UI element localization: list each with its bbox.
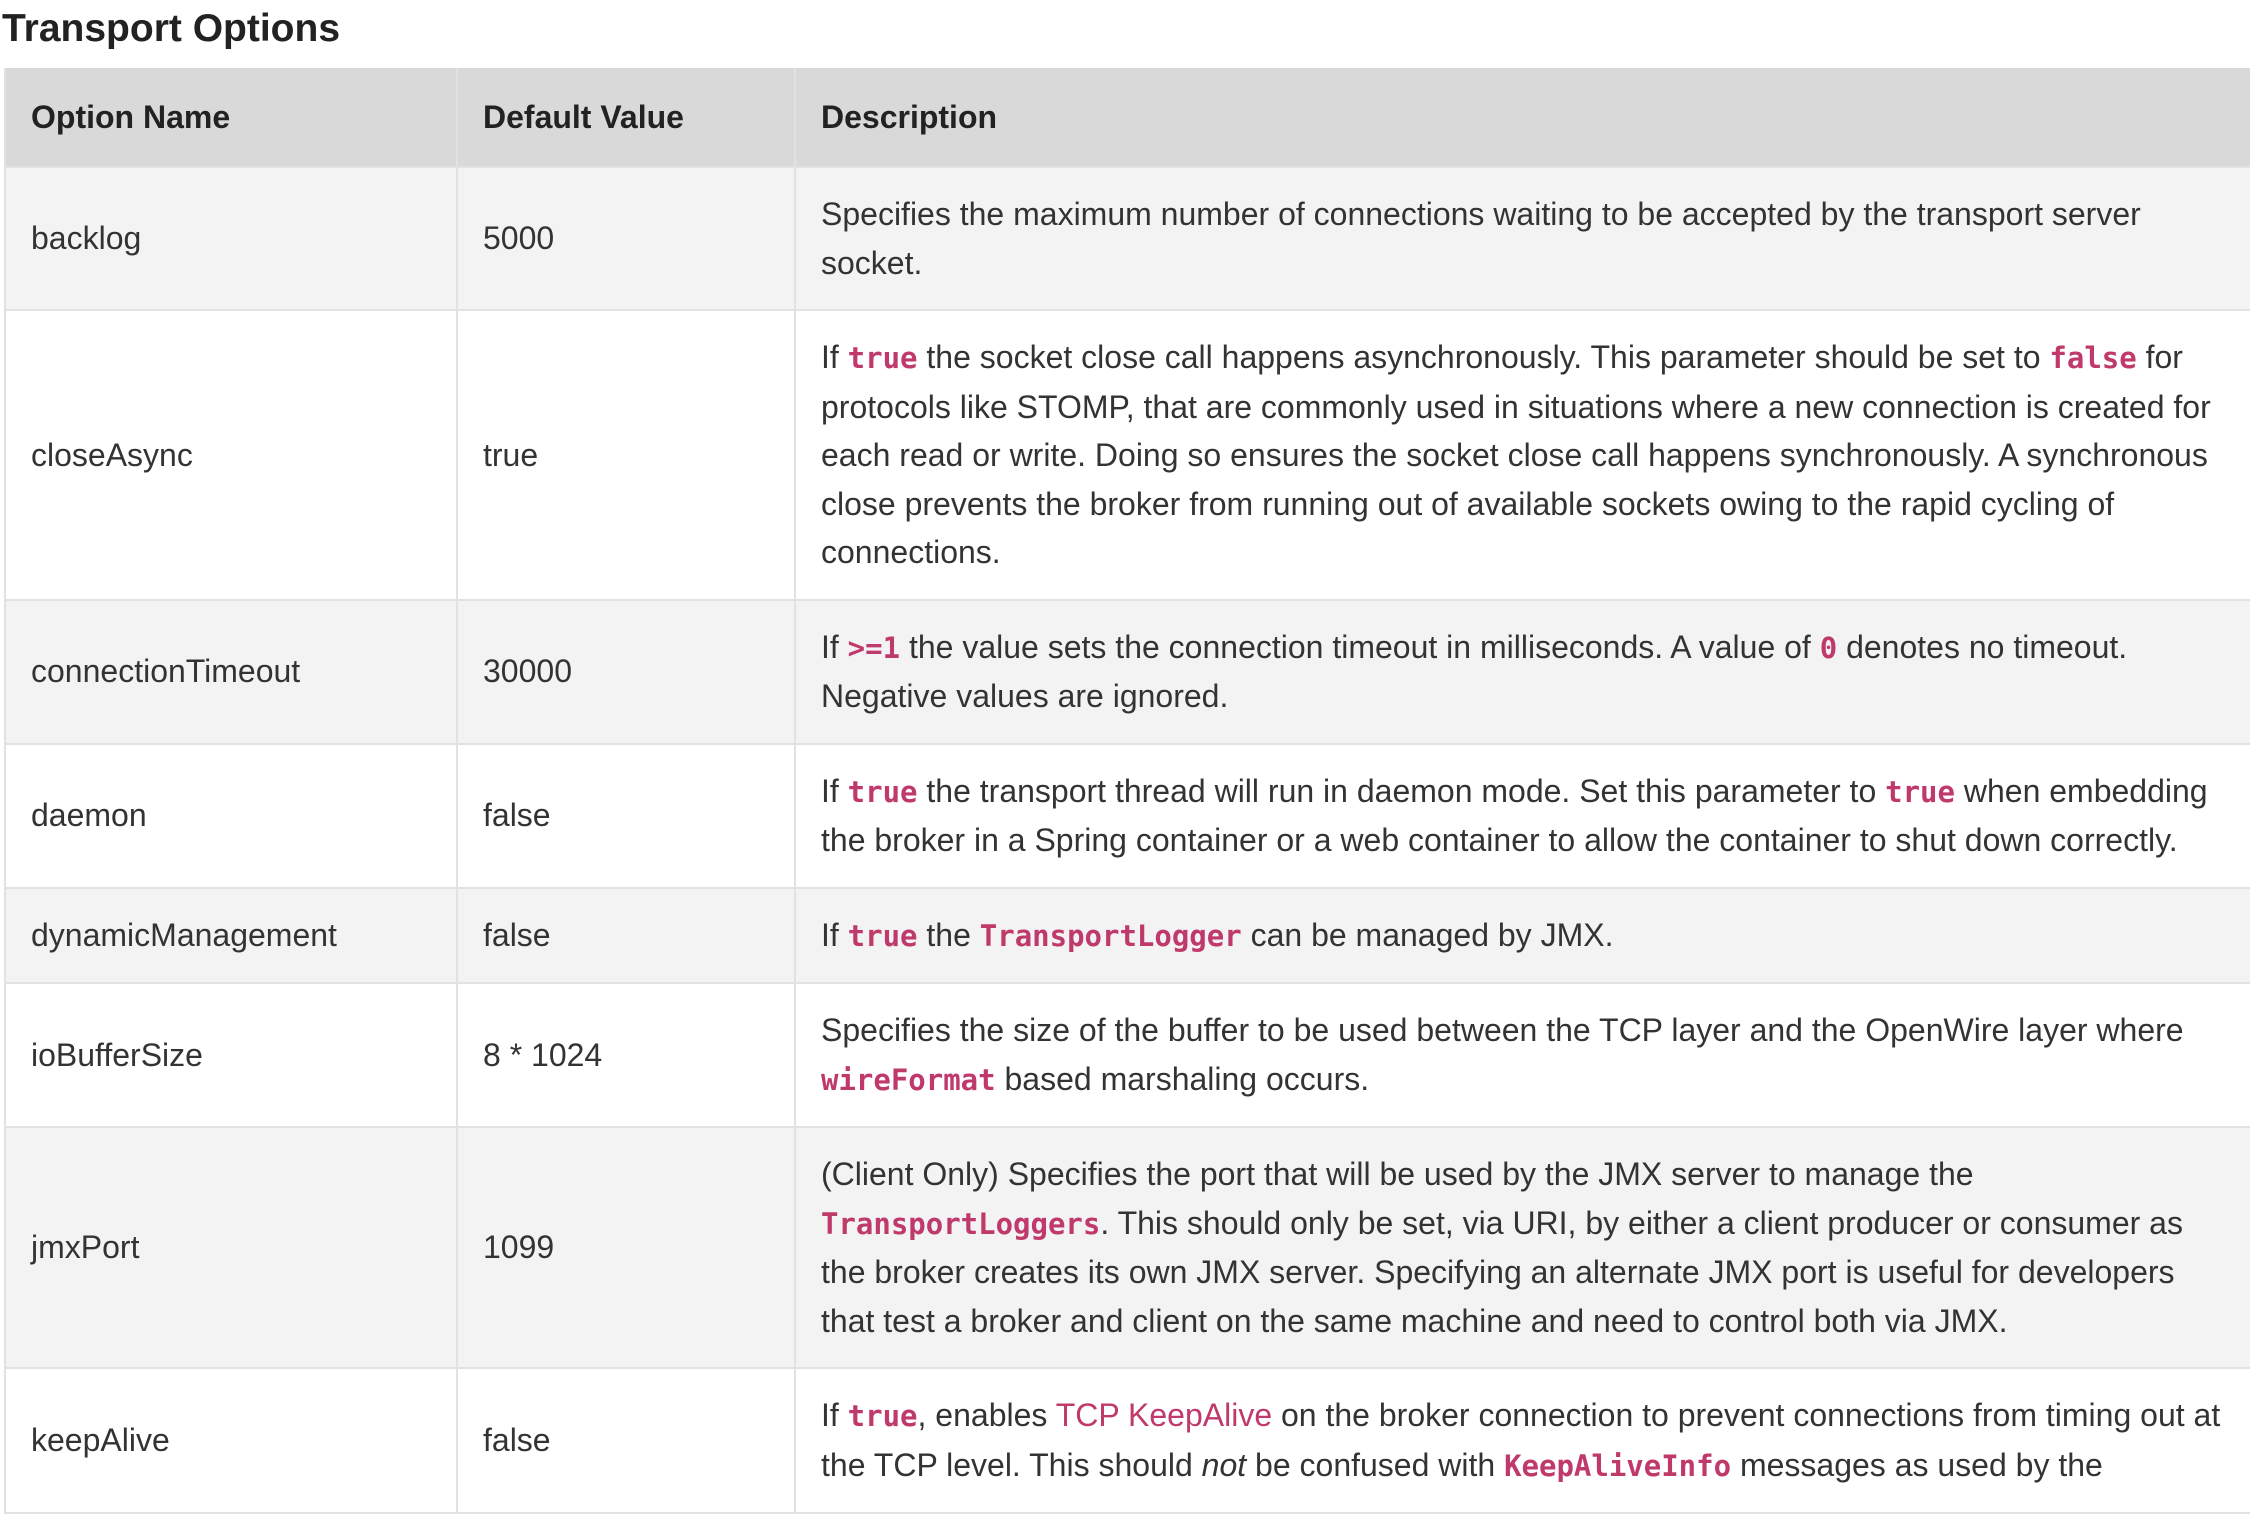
header-description: Description	[795, 68, 2250, 167]
table-row	[5, 600, 2250, 744]
table-header-row	[5, 68, 2250, 167]
description-text: for protocols like STOMP, that are commonly used in situations where a new connection is created for each read or write. Doing so ensures the socket close call happens synchronously. A synchronous close prevents the broker from running out of available sockets owing to the rapid cycling of connections.	[821, 339, 2211, 570]
inline-code: 0	[1819, 630, 1838, 665]
description-cell	[795, 983, 2250, 1127]
description-text: Specifies the maximum number of connections waiting to be accepted by the transport server socket.	[821, 196, 2141, 281]
inline-code: true	[847, 774, 918, 809]
default-value-cell: 30000	[457, 600, 795, 744]
description-cell	[795, 1127, 2250, 1368]
description-text: the value sets the connection timeout in milliseconds. A value of	[900, 628, 1820, 665]
description-cell	[795, 888, 2250, 984]
description-text: If	[821, 628, 848, 665]
description-text: the transport thread will run in daemon mode. Set this parameter to	[917, 772, 1886, 809]
description-cell	[795, 600, 2250, 744]
table-row	[5, 167, 2250, 310]
option-name-cell: backlog	[5, 167, 457, 310]
inline-code: TransportLogger	[979, 918, 1242, 953]
description-text: based marshaling occurs.	[995, 1060, 1370, 1097]
inline-code: TransportLoggers	[821, 1206, 1101, 1241]
header-default-value: Default Value	[457, 68, 795, 167]
description-cell	[795, 167, 2250, 310]
table-row	[5, 1127, 2250, 1368]
default-value-cell: true	[457, 310, 795, 600]
description-text: . This should only be set, via URI, by either a client producer or consumer as the broker creates its own JMX server. Specifying an alternate JMX port is useful for developers that test a broker and client on the same machine and need to control both via JMX.	[821, 1204, 2183, 1339]
emphasis-text: not	[1201, 1446, 1247, 1483]
description-cell	[795, 310, 2250, 600]
description-text: , enables	[917, 1397, 1056, 1433]
inline-code: false	[2049, 341, 2137, 375]
default-value-cell: 8 * 1024	[457, 983, 795, 1127]
description-text: when embedding the broker in a Spring container or a web container to allow the container to shut down correctly.	[821, 772, 2208, 858]
default-value-cell: false	[457, 744, 795, 888]
description-text: be confused with	[1246, 1446, 1505, 1483]
default-value-cell: 5000	[457, 167, 795, 310]
header-option-name: Option Name	[5, 68, 457, 167]
description-text: If	[821, 772, 848, 809]
option-name-cell: jmxPort	[5, 1127, 457, 1368]
default-value-cell: 1099	[457, 1127, 795, 1368]
table-row	[5, 888, 2250, 984]
table-row	[5, 1368, 2250, 1513]
description-text: the	[917, 916, 980, 953]
section-heading: Transport Options	[2, 7, 341, 50]
description-text: messages as used by the	[1731, 1446, 2103, 1483]
inline-code: KeepAliveInfo	[1504, 1448, 1732, 1483]
description-cell	[795, 1368, 2250, 1513]
table-row	[5, 983, 2250, 1127]
inline-code: true	[847, 918, 918, 953]
option-name-cell: dynamicManagement	[5, 888, 457, 984]
default-value-cell: false	[457, 888, 795, 984]
description-text: If	[821, 339, 848, 375]
option-name-cell: ioBufferSize	[5, 983, 457, 1127]
table-row	[5, 310, 2250, 600]
description-text: Specifies the size of the buffer to be used between the TCP layer and the OpenWire layer where	[821, 1012, 2184, 1048]
inline-code: true	[847, 1399, 918, 1433]
option-name-cell: daemon	[5, 744, 457, 888]
default-value-cell: false	[457, 1368, 795, 1513]
description-text: If	[821, 1397, 848, 1433]
table-row	[5, 744, 2250, 888]
inline-code: wireFormat	[821, 1062, 996, 1097]
option-name-cell: connectionTimeout	[5, 600, 457, 744]
description-text: the socket close call happens asynchronously. This parameter should be set to	[917, 339, 2050, 375]
description-cell	[795, 744, 2250, 888]
option-name-cell: closeAsync	[5, 310, 457, 600]
description-text: can be managed by JMX.	[1241, 916, 1614, 953]
inline-code: true	[1885, 774, 1955, 809]
description-text: (Client Only) Specifies the port that will be used by the JMX server to manage the	[821, 1156, 1974, 1192]
description-text: denotes no timeout. Negative values are ignored.	[821, 628, 2128, 714]
tcp-keepalive-link[interactable]: TCP KeepAlive	[1055, 1397, 1273, 1433]
option-name-cell: keepAlive	[5, 1368, 457, 1513]
transport-options-table	[4, 68, 2250, 1514]
description-text: on the broker connection to prevent connections from timing out at the TCP level. This should	[821, 1397, 2221, 1483]
inline-code: >=1	[847, 630, 901, 665]
inline-code: true	[847, 341, 918, 375]
description-text: If	[821, 916, 848, 953]
